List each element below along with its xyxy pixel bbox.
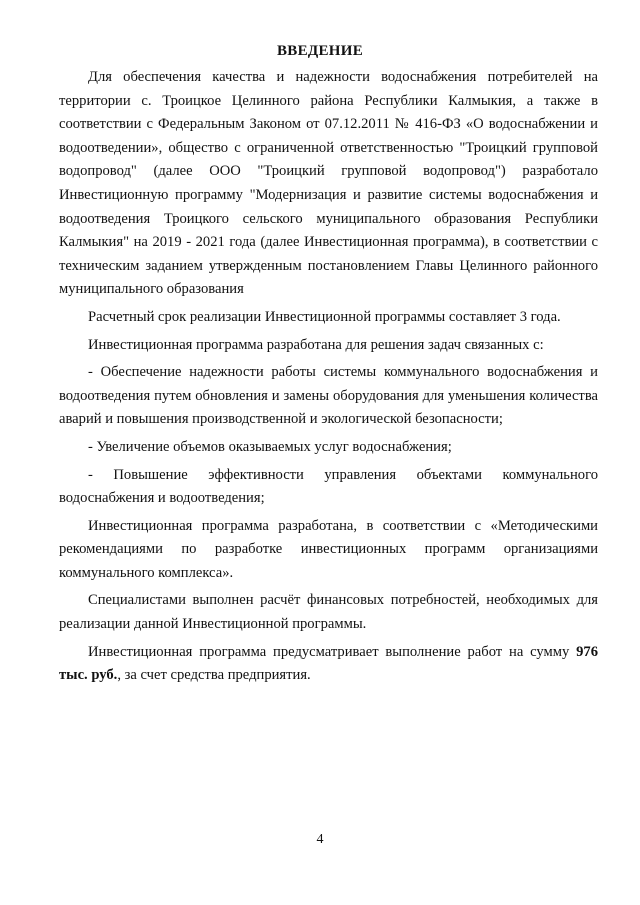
text-line: аварий и повышения производственной и экологической безопасности; bbox=[59, 411, 503, 428]
text-line: водоснабжения и водоотведения; bbox=[59, 490, 265, 507]
text-line: водоотведения путем обновления и замены оборудования для уменьшения количества bbox=[59, 387, 598, 404]
text-line: - Увеличение объемов оказываемых услуг водоснабжения; bbox=[88, 438, 452, 455]
text-line: Для обеспечения качества и надежности водоснабжения потребителей на bbox=[88, 69, 598, 85]
text-line: коммунального комплекса». bbox=[59, 564, 234, 581]
text-line: - Повышение эффективности управления объектами коммунального bbox=[88, 466, 598, 483]
text-line: Инвестиционная программа разработана, в соответствии с «Методическими bbox=[88, 517, 598, 534]
text-line: соответствии с Федеральным Законом от 07.12.2011 № 416-ФЗ «О водоснабжении и bbox=[59, 116, 598, 133]
text-line: территории с. Троицкое Целинного района Республики Калмыкия, а также в bbox=[59, 92, 598, 109]
budget-unit: тыс. руб. bbox=[59, 667, 118, 684]
text-line: техническим заданием утвержденным постановлением Главы Целинного районного bbox=[59, 257, 598, 274]
text-line: Калмыкия" на 2019 - 2021 года (далее Инвестиционная программа), в соответствии с bbox=[59, 234, 598, 251]
text-line: Инвестиционную программу "Модернизация и развитие системы водоснабжения и bbox=[59, 186, 598, 203]
text-line bbox=[88, 641, 598, 665]
paragraph-budget bbox=[59, 641, 598, 688]
paragraph-methodology bbox=[59, 515, 598, 586]
budget-source: , за счет средства предприятия. bbox=[117, 667, 311, 684]
text-line: Специалистами выполнен расчёт финансовых потребностей, необходимых для bbox=[88, 592, 598, 609]
text-line: муниципального образования bbox=[59, 281, 244, 298]
text-line: водоотведения Троицкого сельского муниципального образования Республики bbox=[59, 210, 598, 227]
paragraph-intro bbox=[59, 66, 598, 302]
text-line: Инвестиционная программа разработана для решения задач связанных с: bbox=[88, 336, 544, 353]
text-line: рекомендациями по разработке инвестиционных программ организациями bbox=[59, 541, 598, 558]
list-item-efficiency bbox=[59, 464, 598, 511]
text-line bbox=[59, 664, 598, 688]
paragraph-calculation bbox=[59, 589, 598, 636]
list-item-reliability bbox=[59, 361, 598, 432]
document-body bbox=[59, 66, 598, 688]
text-line: Расчетный срок реализации Инвестиционной программы составляет 3 года. bbox=[88, 308, 561, 325]
text-line: реализации данной Инвестиционной программы. bbox=[59, 616, 367, 633]
budget-text: Инвестиционная программа предусматривает выполнение работ на сумму bbox=[88, 643, 577, 660]
paragraph-tasks-intro bbox=[88, 334, 598, 358]
text-line: водопровод" (далее ООО "Троицкий групповой водопровод") разработало bbox=[59, 163, 598, 180]
page-number: 4 bbox=[316, 832, 324, 847]
budget-amount: 976 bbox=[576, 643, 598, 660]
text-line: - Обеспечение надежности работы системы коммунального водоснабжения и bbox=[88, 364, 598, 381]
text-line: водоотведении», общество с ограниченной ответственностью "Троицкий групповой bbox=[59, 139, 598, 156]
list-item-volume bbox=[88, 436, 598, 460]
paragraph-term bbox=[88, 306, 598, 330]
page-title: ВВЕДЕНИЕ bbox=[276, 43, 364, 59]
